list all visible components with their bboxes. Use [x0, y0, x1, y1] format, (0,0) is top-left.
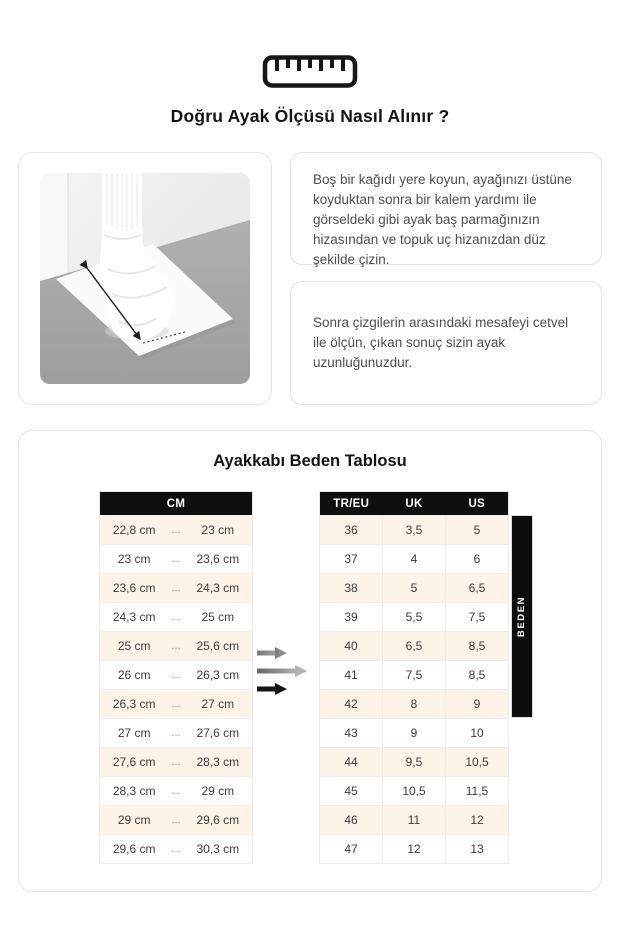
cm-row	[100, 632, 253, 661]
cm-from-value: 29 cm	[100, 806, 169, 835]
sizes-table	[319, 491, 509, 864]
cm-row	[100, 574, 253, 603]
size-tr-eu-value: 43	[320, 719, 383, 748]
cm-from-value: 23 cm	[100, 545, 169, 574]
cm-row	[100, 719, 253, 748]
size-tr-eu-value: 45	[320, 777, 383, 806]
cm-row	[100, 690, 253, 719]
size-row	[320, 777, 509, 806]
sizes-header-uk: UK	[383, 492, 446, 516]
size-uk-value: 12	[383, 835, 446, 864]
cm-range-separator: ...	[168, 690, 183, 719]
size-tr-eu-value: 39	[320, 603, 383, 632]
size-row	[320, 603, 509, 632]
size-us-value: 10	[446, 719, 509, 748]
cm-from-value: 28,3 cm	[100, 777, 169, 806]
size-uk-value: 5	[383, 574, 446, 603]
arrow-short-black	[257, 683, 287, 695]
size-tr-eu-value: 37	[320, 545, 383, 574]
cm-to-value: 27,6 cm	[184, 719, 253, 748]
sizes-header-tr-eu: TR/EU	[320, 492, 383, 516]
cm-to-value: 26,3 cm	[184, 661, 253, 690]
size-row	[320, 690, 509, 719]
cm-to-value: 30,3 cm	[184, 835, 253, 864]
size-us-value: 8,5	[446, 661, 509, 690]
instruction-step-2	[290, 281, 602, 405]
cm-row	[100, 661, 253, 690]
size-row	[320, 574, 509, 603]
size-uk-value: 4	[383, 545, 446, 574]
cm-row	[100, 748, 253, 777]
cm-to-value: 23,6 cm	[184, 545, 253, 574]
instruction-step-1	[290, 152, 602, 265]
size-us-value: 5	[446, 516, 509, 545]
size-us-value: 8,5	[446, 632, 509, 661]
size-us-value: 11,5	[446, 777, 509, 806]
cm-from-value: 24,3 cm	[100, 603, 169, 632]
size-row	[320, 719, 509, 748]
size-uk-value: 11	[383, 806, 446, 835]
arrow-short-gray	[257, 647, 287, 659]
cm-from-value: 27 cm	[100, 719, 169, 748]
sizes-header-us: US	[446, 492, 509, 516]
transfer-arrows-icon	[257, 645, 313, 706]
foot-photo-card	[18, 152, 272, 405]
cm-to-value: 29 cm	[184, 777, 253, 806]
cm-row	[100, 545, 253, 574]
size-table-title: Ayakkabı Beden Tablosu	[213, 452, 407, 470]
cm-range-separator: ...	[168, 574, 183, 603]
cm-to-value: 28,3 cm	[184, 748, 253, 777]
instruction-step-2-text: Sonra çizgilerin arasındaki mesafeyi cetvel ile ölçün, çıkan sonuç sizin ayak uzunluğunuzdur.	[313, 315, 569, 370]
ruler-icon	[0, 54, 620, 90]
cm-row	[100, 603, 253, 632]
cm-range-separator: ...	[168, 632, 183, 661]
size-us-value: 6	[446, 545, 509, 574]
size-row	[320, 748, 509, 777]
size-row	[320, 806, 509, 835]
cm-range-separator: ...	[168, 835, 183, 864]
size-row	[320, 516, 509, 545]
size-uk-value: 8	[383, 690, 446, 719]
size-row	[320, 661, 509, 690]
size-row	[320, 545, 509, 574]
cm-from-value: 23,6 cm	[100, 574, 169, 603]
cm-to-value: 25 cm	[184, 603, 253, 632]
size-us-value: 10,5	[446, 748, 509, 777]
cm-range-separator: ...	[168, 806, 183, 835]
size-us-value: 13	[446, 835, 509, 864]
size-us-value: 6,5	[446, 574, 509, 603]
cm-range-separator: ...	[168, 545, 183, 574]
cm-to-value: 25,6 cm	[184, 632, 253, 661]
foot-measurement-image	[40, 173, 250, 384]
cm-from-value: 26 cm	[100, 661, 169, 690]
cm-from-value: 29,6 cm	[100, 835, 169, 864]
cm-range-separator: ...	[168, 719, 183, 748]
instruction-step-1-text: Boş bir kağıdı yere koyun, ayağınızı üstüne koyduktan sonra bir kalem yardımı ile görseldeki gibi ayak baş parmağınızın hizasından ve topuk uç hizanızdan düz şekilde çizin.	[313, 172, 572, 267]
size-uk-value: 9	[383, 719, 446, 748]
sizes-table-body	[320, 516, 509, 864]
beden-vertical-label: BEDEN	[511, 515, 533, 718]
cm-from-value: 26,3 cm	[100, 690, 169, 719]
size-tr-eu-value: 46	[320, 806, 383, 835]
size-uk-value: 6,5	[383, 632, 446, 661]
size-tr-eu-value: 38	[320, 574, 383, 603]
cm-to-value: 23 cm	[184, 516, 253, 545]
cm-table-header: CM	[100, 492, 253, 516]
cm-to-value: 24,3 cm	[184, 574, 253, 603]
cm-row	[100, 516, 253, 545]
cm-from-value: 27,6 cm	[100, 748, 169, 777]
size-us-value: 12	[446, 806, 509, 835]
size-table-card	[18, 430, 602, 892]
cm-range-separator: ...	[168, 748, 183, 777]
cm-range-separator: ...	[168, 661, 183, 690]
size-uk-value: 9,5	[383, 748, 446, 777]
cm-from-value: 22,8 cm	[100, 516, 169, 545]
cm-row	[100, 777, 253, 806]
size-uk-value: 5,5	[383, 603, 446, 632]
size-uk-value: 3,5	[383, 516, 446, 545]
size-tr-eu-value: 47	[320, 835, 383, 864]
cm-table-body	[100, 516, 253, 864]
size-tr-eu-value: 41	[320, 661, 383, 690]
cm-row	[100, 806, 253, 835]
arrow-long-gradient	[257, 665, 307, 677]
cm-from-value: 25 cm	[100, 632, 169, 661]
page-title: Doğru Ayak Ölçüsü Nasıl Alınır ?	[170, 106, 450, 126]
cm-to-value: 29,6 cm	[184, 806, 253, 835]
size-row	[320, 632, 509, 661]
size-tr-eu-value: 36	[320, 516, 383, 545]
size-us-value: 9	[446, 690, 509, 719]
cm-range-separator: ...	[168, 777, 183, 806]
cm-range-separator: ...	[168, 603, 183, 632]
size-uk-value: 10,5	[383, 777, 446, 806]
size-tr-eu-value: 42	[320, 690, 383, 719]
size-tr-eu-value: 40	[320, 632, 383, 661]
cm-table	[99, 491, 253, 864]
size-tr-eu-value: 44	[320, 748, 383, 777]
cm-range-separator: ...	[168, 516, 183, 545]
size-uk-value: 7,5	[383, 661, 446, 690]
size-us-value: 7,5	[446, 603, 509, 632]
ruler-icon-svg	[262, 54, 358, 90]
size-row	[320, 835, 509, 864]
cm-row	[100, 835, 253, 864]
cm-to-value: 27 cm	[184, 690, 253, 719]
